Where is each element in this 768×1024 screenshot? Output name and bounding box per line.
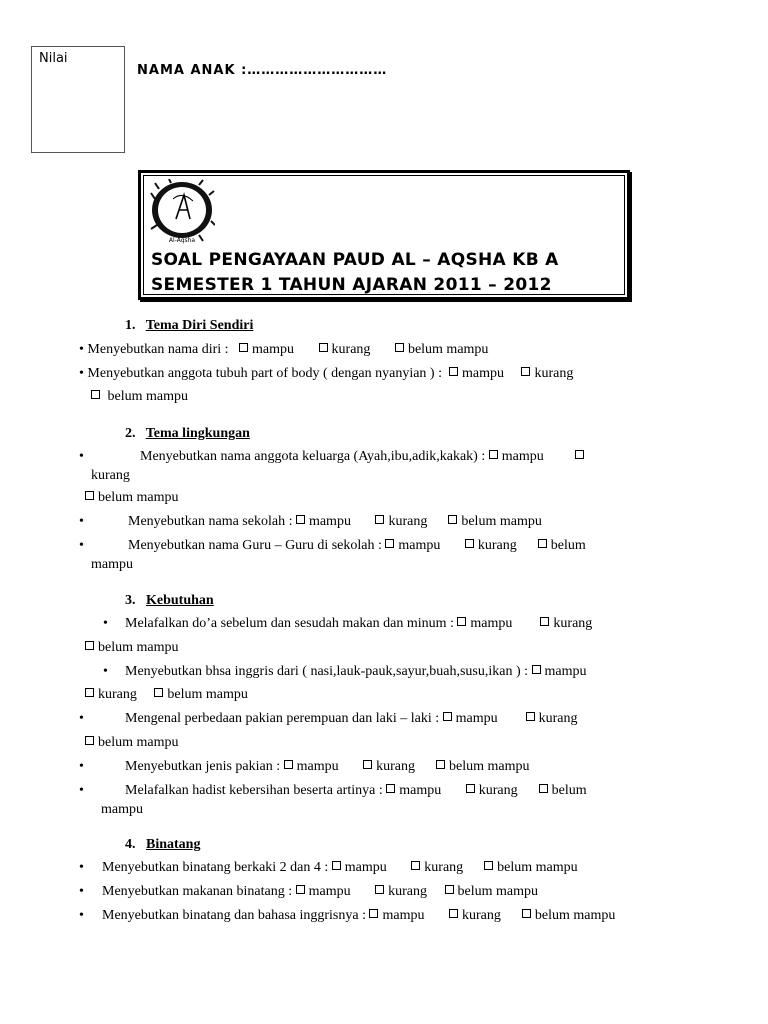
header-title-line1: SOAL PENGAYAAN PAUD AL – AQSHA KB A [151,250,559,270]
section-heading [125,318,253,334]
checkbox-belum-mampu[interactable] [538,539,547,548]
checkbox-belum-mampu[interactable] [85,736,94,745]
bullet: • [103,664,108,679]
list-item [125,759,530,775]
list-item [102,908,615,924]
list-item [128,538,586,554]
checkbox-kurang[interactable] [375,885,384,894]
option-label: mampu [252,342,295,357]
list-item [140,449,588,465]
item-text: Menyebutkan nama sekolah : [128,514,293,529]
list-item-continuation [85,687,248,703]
option-label: kurang [424,860,464,875]
list-item-continuation [91,557,133,573]
nilai-box [31,46,125,153]
option-label: kurang [534,366,574,381]
list-item-continuation [85,640,179,656]
item-text: Menyebutkan anggota tubuh part of body ( dengan nyanyian ) : [87,366,442,381]
list-item [102,860,578,876]
checkbox-belum-mampu[interactable] [154,688,163,697]
section-number: 2. [125,426,136,441]
item-text: Menyebutkan jenis pakian : [125,759,281,774]
item-text: Menyebutkan nama anggota keluarga (Ayah,ibu,adik,kakak) : [140,449,486,464]
header-title-line2: SEMESTER 1 TAHUN AJARAN 2011 – 2012 [151,275,552,295]
checkbox-kurang[interactable] [521,367,530,376]
list-item-continuation [91,468,130,484]
option-label: mampu [461,366,504,381]
option-label: belum mampu [98,640,179,655]
list-item [79,366,573,382]
section-heading [125,593,214,609]
section-title: Kebutuhan [146,593,214,608]
section-number: 4. [125,837,136,852]
checkbox-mampu[interactable] [332,861,341,870]
option-label: mampu [344,860,387,875]
item-text: Menyebutkan binatang dan bahasa inggrisnya : [102,908,366,923]
list-item [102,884,538,900]
option-label: belum mampu [497,860,578,875]
list-item [128,514,542,530]
option-label: mampu [455,711,498,726]
nilai-label: Nilai [39,51,68,66]
bullet: • [79,759,84,774]
checkbox-kurang[interactable] [85,688,94,697]
option-label: kurang [478,783,518,798]
option-label: kurang [91,468,130,483]
section-number: 1. [125,318,136,333]
section-heading [125,837,200,853]
bullet: • [79,884,84,899]
option-label: kurang [553,616,593,631]
checkbox-kurang[interactable] [465,539,474,548]
checkbox-mampu[interactable] [296,515,305,524]
school-logo [149,179,215,245]
svg-text:Al-Aqsha: Al-Aqsha [168,237,196,244]
item-text: Melafalkan hadist kebersihan beserta artinya : [125,783,383,798]
option-label: kurang [388,884,427,899]
checkbox-belum-mampu[interactable] [85,641,94,650]
option-label: belum mampu [98,735,179,750]
list-item [125,711,578,727]
option-label: kurang [98,687,137,702]
checkbox-belum-mampu[interactable] [85,491,94,500]
option-label: mampu [296,759,339,774]
option-label: belum [551,783,587,798]
checkbox-belum-mampu[interactable] [448,515,457,524]
item-text: Mengenal perbedaan pakian perempuan dan laki – laki : [125,711,440,726]
checkbox-mampu[interactable] [369,909,378,918]
bullet: • [79,342,84,357]
list-item [125,664,587,680]
option-label: belum mampu [534,908,616,923]
list-item [125,783,587,799]
item-text: Menyebutkan bhsa inggris dari ( nasi,lauk-pauk,sayur,buah,susu,ikan ) : [125,664,529,679]
option-label: belum mampu [98,490,179,505]
checkbox-mampu[interactable] [386,784,395,793]
checkbox-kurang[interactable] [540,617,549,626]
item-text: Menyebutkan makanan binatang : [102,884,293,899]
bullet: • [79,860,84,875]
checkbox-kurang[interactable] [449,909,458,918]
checkbox-belum-mampu[interactable] [436,760,445,769]
checkbox-belum-mampu[interactable] [91,390,100,399]
header-title [151,248,559,298]
checkbox-kurang[interactable] [411,861,420,870]
option-label: belum mampu [457,884,538,899]
checkbox-kurang[interactable] [363,760,372,769]
checkbox-belum-mampu[interactable] [522,909,531,918]
checkbox-belum-mampu[interactable] [395,343,404,352]
item-text: Melafalkan do’a sebelum dan sesudah makan dan minum : [125,616,454,631]
checkbox-kurang[interactable] [375,515,384,524]
item-text: Menyebutkan nama diri : [87,342,229,357]
checkbox-mampu[interactable] [385,539,394,548]
option-label: belum mampu [461,514,542,529]
bullet: • [79,908,84,923]
option-label: kurang [376,759,416,774]
checkbox-belum-mampu[interactable] [539,784,548,793]
checkbox-mampu[interactable] [239,343,248,352]
item-text: Menyebutkan binatang berkaki 2 dan 4 : [102,860,329,875]
option-label: kurang [477,538,517,553]
checkbox-kurang[interactable] [575,450,584,459]
list-item-continuation [91,389,188,405]
checkbox-mampu[interactable] [489,450,498,459]
checkbox-mampu[interactable] [284,760,293,769]
option-label: kurang [538,711,578,726]
option-label: belum mampu [107,389,188,404]
option-label: belum mampu [449,759,530,774]
option-label: mampu [398,538,441,553]
checkbox-belum-mampu[interactable] [445,885,454,894]
list-item-continuation [85,735,179,751]
list-item [125,616,592,632]
option-label: belum mampu [407,342,489,357]
option-label: belum [550,538,586,553]
option-label: mampu [308,514,351,529]
option-label: mampu [308,884,351,899]
checkbox-mampu[interactable] [532,665,541,674]
section-title: Binatang [146,837,201,852]
section-title: Tema Diri Sendiri [145,318,254,333]
section-title: Tema lingkungan [145,426,250,441]
item-text: Menyebutkan nama Guru – Guru di sekolah : [128,538,382,553]
option-label: mampu [382,908,425,923]
header-frame [138,170,630,300]
checkbox-mampu[interactable] [449,367,458,376]
list-item [79,342,488,358]
checkbox-belum-mampu[interactable] [484,861,493,870]
bullet: • [79,538,84,553]
checkbox-mampu[interactable] [296,885,305,894]
option-label: mampu [470,616,513,631]
bullet: • [103,616,108,631]
section-number: 3. [125,593,136,608]
checkbox-kurang[interactable] [319,343,328,352]
bullet: • [79,449,84,464]
option-label: mampu [544,664,587,679]
nama-anak-field: NAMA ANAK :………………………… [137,63,388,78]
list-item-continuation [101,802,143,818]
bullet: • [79,783,84,798]
bullet: • [79,514,84,529]
option-label: kurang [461,908,501,923]
option-label: mampu [399,783,442,798]
option-label: belum mampu [167,687,248,702]
option-label: mampu [501,449,544,464]
checkbox-kurang[interactable] [526,712,535,721]
bullet: • [79,366,84,381]
option-label: mampu [91,557,133,572]
list-item-continuation [85,490,179,506]
bullet: • [79,711,84,726]
checkbox-kurang[interactable] [466,784,475,793]
checkbox-mampu[interactable] [443,712,452,721]
checkbox-mampu[interactable] [457,617,466,626]
section-heading [125,426,250,442]
option-label: kurang [331,342,371,357]
option-label: kurang [388,514,428,529]
option-label: mampu [101,802,143,817]
